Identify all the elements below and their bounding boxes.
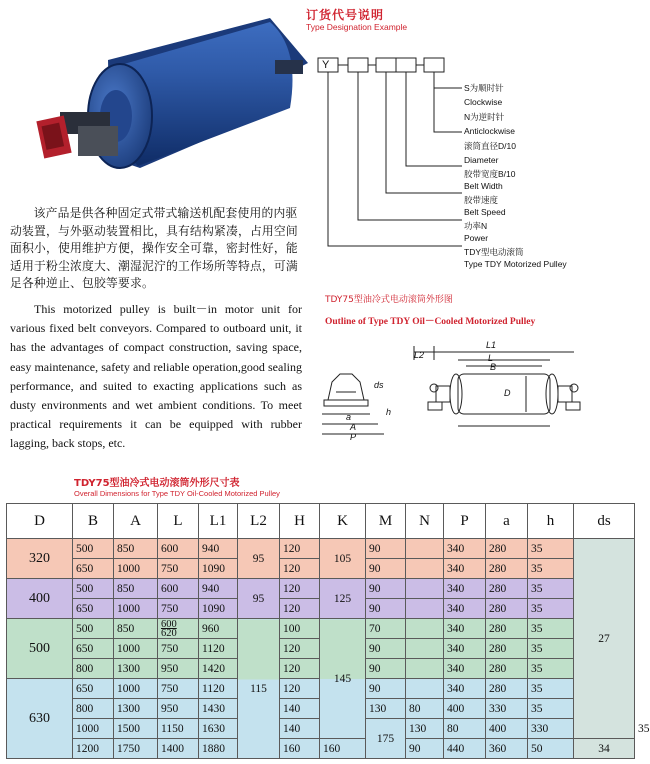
table-cell: 90 [366,639,406,659]
table-cell: 90 [366,579,406,599]
header-cell: N [406,504,444,539]
table-cell: 340 [444,599,486,619]
table-cell: 1000 [114,639,158,659]
table-cell: 90 [366,539,406,559]
table-cell: 130 [406,719,444,739]
header-cell: K [320,504,366,539]
table-cell: 940 [199,539,238,559]
table-cell: 600 [158,539,199,559]
dimensions-table [6,503,650,759]
description-en: This motorized pulley is built－in motor unit for various fixed belt conveyors. Compared to outboard unit, it has the advantages of compact construction, saving space, easy maintenance, safety and reliable operation,good sealing performance, and suited to exacting applications such as dusty environments and wet ambient conditions. To meet practical requirements it can be equipped with rubber lagging, back stops, etc. [10,302,302,451]
table-cell: 800 [73,699,114,719]
table-cell: 500 [73,579,114,599]
table-cell: 1000 [114,679,158,699]
table-cell [406,559,444,579]
table-cell: 35 [528,619,574,639]
header-cell: P [444,504,486,539]
table-cell: 1120 [199,679,238,699]
table-cell: 500 [73,539,114,559]
table-cell: 1090 [199,559,238,579]
header-cell: L [158,504,199,539]
table-cell [406,599,444,619]
table-cell: 95 [238,539,280,579]
table-cell: 160 [280,739,320,759]
outline-drawing [318,330,600,448]
table-subtitle: Overall Dimensions for Type TDY Oil-Cooled Motorized Pulley [74,489,280,498]
table-cell: 280 [486,659,528,679]
outline-label-a: a [346,412,352,422]
table-cell: 1000 [73,719,114,739]
designation-subtitle: Type Designation Example [306,22,408,32]
ds-cell: 34 [574,739,635,759]
table-cell: 80 [406,699,444,719]
table-cell: 330 [528,719,574,739]
table-cell: 1300 [114,659,158,679]
table-cell: 140 [280,719,320,739]
table-cell: 800 [73,659,114,679]
designation-diagram [300,48,600,278]
table-cell: 750 [158,599,199,619]
l-top: 600 [161,618,177,630]
motorized-pulley-image [20,8,310,188]
outline-label-p: P [350,432,357,442]
table-cell: 1500 [114,719,158,739]
table-cell: 850 [114,539,158,559]
header-cell: M [366,504,406,539]
table-cell: 280 [486,639,528,659]
outline-label-l1: L1 [486,340,497,350]
legend-line: 胶带宽度B/10 [464,169,516,179]
header-cell: h [528,504,574,539]
legend-line: 胶带速度 [464,195,499,205]
legend-line: Type TDY Motorized Pulley [464,259,567,269]
table-cell: 145 [320,619,366,739]
table-cell: 280 [486,579,528,599]
table-cell: 750 [158,679,199,699]
l-bottom: 620 [161,627,177,639]
table-cell: 280 [486,619,528,639]
table-cell: 1000 [114,599,158,619]
table-cell: 35 [528,639,574,659]
table-cell: 1630 [199,719,238,739]
outline-title: TDY75型油冷式电动滚筒外形图 [325,295,453,305]
table-cell: 175 [366,719,406,759]
table-cell: 90 [406,739,444,759]
d-cell: 500 [7,619,73,679]
table-cell [406,539,444,559]
legend-line: Belt Width [464,181,503,191]
legend-line: S为顺时针 [464,83,504,93]
table-cell: 280 [486,679,528,699]
outline-label-ds: ds [374,380,384,390]
table-cell: 35 [528,559,574,579]
table-cell: 850 [114,579,158,599]
table-cell: 500 [73,619,114,639]
table-cell: 1200 [73,739,114,759]
legend-line: Power [464,233,489,243]
table-cell: 960 [199,619,238,639]
table-cell: 650 [73,679,114,699]
table-cell: 1750 [114,739,158,759]
table-row [7,579,635,599]
legend-line: Diameter [464,155,499,165]
table-cell [406,579,444,599]
outline-label-h: h [386,407,392,417]
table-cell: 1300 [114,699,158,719]
designation-title: 订货代号说明 [306,8,385,22]
table-cell: 130 [366,699,406,719]
table-cell: 650 [73,599,114,619]
header-cell: A [114,504,158,539]
table-cell: 115 [238,619,280,759]
d-cell: 400 [7,579,73,619]
table-cell: 35 [528,599,574,619]
table-cell: 280 [486,539,528,559]
outline-label-d: D [504,388,511,398]
table-cell: 1000 [114,559,158,579]
table-cell: 340 [444,579,486,599]
table-cell: 280 [486,599,528,619]
table-cell: 400 [486,719,528,739]
table-cell: 125 [320,579,366,619]
table-cell: 120 [280,639,320,659]
table-row: 1000 1500 1150 1630 140 175 130 80 400 330 35 [7,719,635,739]
table-cell [406,639,444,659]
header-cell: L1 [199,504,238,539]
header-cell: H [280,504,320,539]
table-cell: 950 [158,699,199,719]
table-cell: 650 [73,559,114,579]
table-cell: 340 [444,619,486,639]
table-cell: 1430 [199,699,238,719]
table-cell: 340 [444,539,486,559]
table-cell: 1150 [158,719,199,739]
table-cell: 35 [528,699,574,719]
table-row [7,619,635,639]
header-cell: B [73,504,114,539]
table-cell: 140 [280,699,320,719]
outline-label-l: L [488,353,494,363]
table-cell: 340 [444,659,486,679]
table-cell: 1120 [199,639,238,659]
table-cell: 650 [73,639,114,659]
outline-label-l2: L2 [414,350,425,360]
table-cell: 120 [280,579,320,599]
table-cell: 100 [280,619,320,639]
table-cell [406,619,444,639]
table-cell: 280 [486,559,528,579]
table-cell: 70 [366,619,406,639]
table-cell: 340 [444,639,486,659]
table-cell: 750 [158,559,199,579]
table-header-row [7,504,635,539]
table-cell: 35 [528,679,574,699]
table-cell: 1420 [199,659,238,679]
table-cell: 1090 [199,599,238,619]
legend-line: TDY型电动滚筒 [464,247,524,257]
table-cell: 360 [486,739,528,759]
legend-line: Belt Speed [464,207,506,217]
table-cell [406,679,444,699]
header-cell: a [486,504,528,539]
table-cell: 90 [366,599,406,619]
d-cell: 320 [7,539,73,579]
table-cell: 1400 [158,739,199,759]
legend-line: 功率N [464,221,488,231]
header-cell: ds [574,504,635,539]
table-cell: 600 [158,579,199,599]
designation-code-prefix: Y [322,59,330,71]
table-cell: 950 [158,659,199,679]
table-cell: 400 [444,699,486,719]
ds-cell: 27 [574,539,635,739]
table-cell: 120 [280,659,320,679]
description-zh: 该产品是供各种固定式带式输送机配套使用的内驱动装置，与外驱动装置相比，具有结构紧凑，占用空间面积小，使用维护方便，操作安全可靠，密封性好，能适用于粉尘浓度大、潮湿泥泞的工作场所等特点，可满足各种逆止、包胶等要求。 [10,206,298,290]
d-cell: 630 [7,679,73,759]
table-cell: 90 [366,559,406,579]
table-cell: 90 [366,679,406,699]
table-cell: 330 [486,699,528,719]
table-cell: 95 [238,579,280,619]
outline-label-A: A [350,422,357,432]
table-cell: 105 [320,539,366,579]
table-cell: 1880 [199,739,238,759]
table-cell: 340 [444,559,486,579]
table-cell-fraction [158,619,199,639]
header-cell: D [7,504,73,539]
header-cell: L2 [238,504,280,539]
table-cell: 440 [444,739,486,759]
table-title: TDY75型油冷式电动滚筒外形尺寸表 [74,478,240,489]
table-cell: 120 [280,679,320,699]
table-cell: 120 [280,539,320,559]
table-cell: 750 [158,639,199,659]
table-cell: 35 [528,659,574,679]
legend-line: Clockwise [464,97,503,107]
table-cell: 120 [280,599,320,619]
table-cell: 160 [320,739,366,759]
table-cell [406,659,444,679]
table-cell: 850 [114,619,158,639]
table-cell: 90 [366,659,406,679]
table-cell: 340 [444,679,486,699]
table-cell: 80 [444,719,486,739]
table-cell: 35 [528,539,574,559]
table-row [7,539,635,559]
legend-line: 滚筒直径D/10 [464,141,516,151]
table-cell: 940 [199,579,238,599]
legend-line: N为逆时针 [464,112,505,122]
table-cell: 120 [280,559,320,579]
legend-line: Anticlockwise [464,126,516,136]
table-cell: 50 [528,739,574,759]
outline-label-b: B [490,362,497,372]
table-cell: 35 [528,579,574,599]
table-row [7,739,635,759]
outline-subtitle: Outline of Type TDY Oil－Cooled Motorized Pulley [325,317,536,327]
